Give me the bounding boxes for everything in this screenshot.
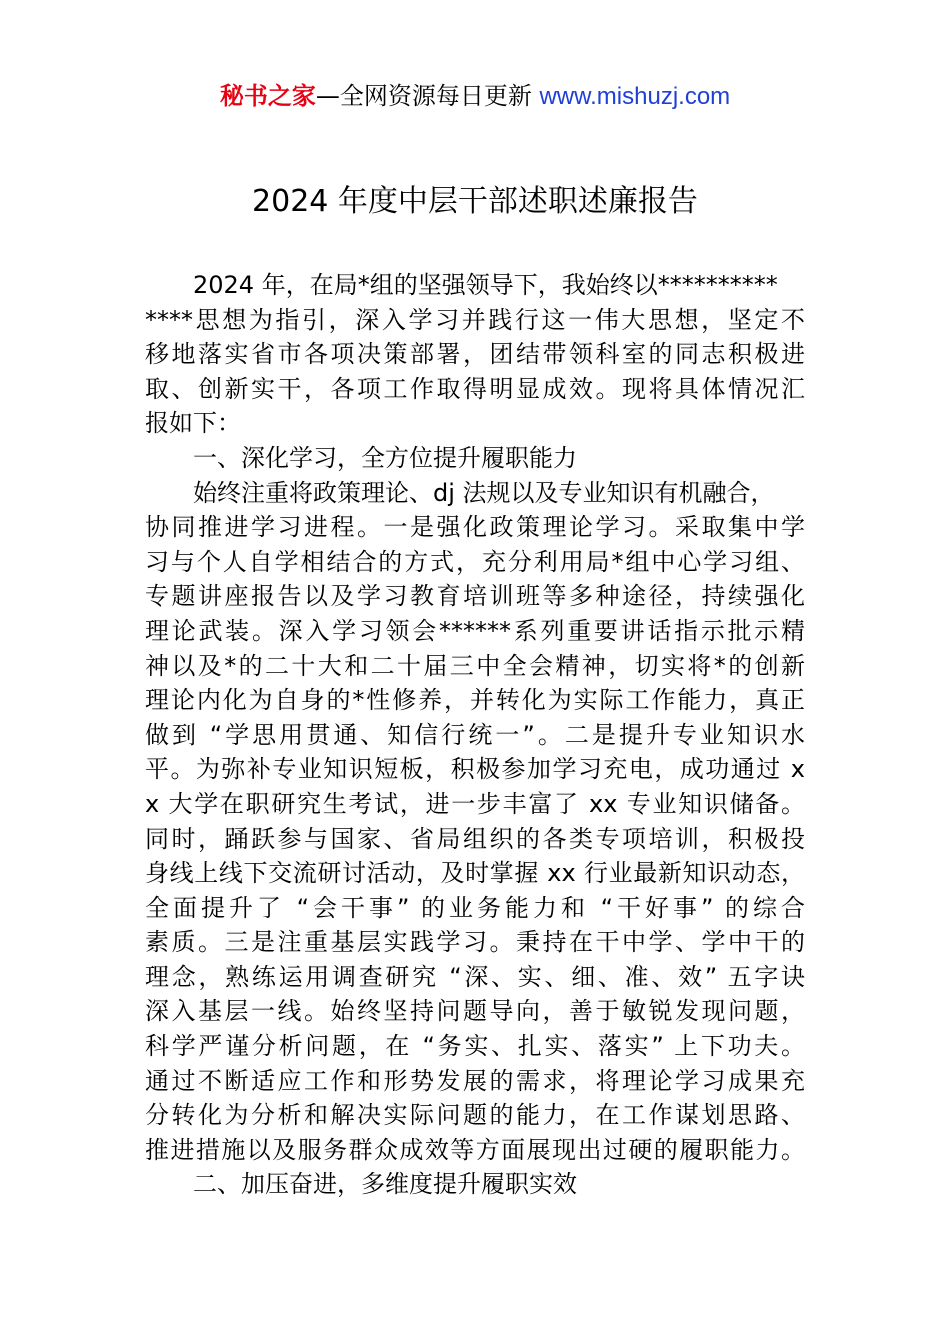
paragraph-line: 同时，踊跃参与国家、省局组织的各类专项培训，积极投 bbox=[145, 824, 805, 853]
paragraph-line: 取、创新实干，各项工作取得明显成效。现将具体情况汇 bbox=[145, 374, 805, 403]
paragraph-line: 协同推进学习进程。一是强化政策理论学习。采取集中学 bbox=[145, 513, 805, 542]
paragraph-line: 做到 “学思用贯通、知信行统一”。二是提升专业知识水 bbox=[145, 720, 805, 749]
paragraph-line: 推进措施以及服务群众成效等方面展现出过硬的履职能力。 bbox=[145, 1135, 805, 1164]
header-tagline: —全网资源每日更新 bbox=[315, 82, 532, 110]
paragraph-line: 深入基层一线。始终坚持问题导向，善于敏锐发现问题， bbox=[145, 997, 805, 1026]
paragraph-line: 素质。三是注重基层实践学习。秉持在干中学、学中干的 bbox=[145, 928, 805, 957]
paragraph-line: 习与个人自学相结合的方式，充分利用局*组中心学习组、 bbox=[145, 547, 805, 576]
paragraph-line: 理论武装。深入学习领会******系列重要讲话指示批示精 bbox=[145, 616, 805, 645]
paragraph-line: 报如下： bbox=[145, 409, 241, 438]
paragraph-line: 2024 年，在局*组的坚强领导下，我始终以********** bbox=[193, 271, 778, 299]
paragraph-line: 始终注重将政策理论、dj 法规以及专业知识有机融合， bbox=[193, 478, 775, 507]
paragraph-line: 平。为弥补专业知识短板，积极参加学习充电，成功通过 x bbox=[145, 755, 805, 784]
paragraph-line: ****思想为指引，深入学习并践行这一伟大思想，坚定不 bbox=[145, 305, 805, 334]
site-url-link[interactable]: www.mishuzj.com bbox=[539, 83, 731, 110]
paragraph-line: 理论内化为自身的*性修养，并转化为实际工作能力，真正 bbox=[145, 686, 805, 715]
paragraph-line: 理念，熟练运用调查研究 “深、实、细、准、效” 五字诀 bbox=[145, 962, 805, 991]
paragraph-line: 全面提升了 “会干事” 的业务能力和 “干好事” 的综合 bbox=[145, 893, 805, 922]
paragraph-line: x 大学在职研究生考试，进一步丰富了 xx 专业知识储备。 bbox=[145, 789, 805, 818]
paragraph-line: 身线上线下交流研讨活动，及时掌握 xx 行业最新知识动态， bbox=[145, 859, 805, 888]
document-body bbox=[145, 268, 805, 1202]
brand-name: 秘书之家 bbox=[219, 82, 316, 110]
paragraph-line: 移地落实省市各项决策部署，团结带领科室的同志积极进 bbox=[145, 340, 805, 369]
section-heading: 二、加压奋进，多维度提升履职实效 bbox=[193, 1170, 577, 1199]
paragraph-line: 专题讲座报告以及学习教育培训班等多种途径，持续强化 bbox=[145, 582, 805, 611]
paragraph-line: 通过不断适应工作和形势发展的需求，将理论学习成果充 bbox=[145, 1066, 805, 1095]
document-title: 2024 年度中层干部述职述廉报告 bbox=[252, 184, 698, 219]
section-heading: 一、深化学习，全方位提升履职能力 bbox=[193, 443, 577, 472]
paragraph-line: 科学严谨分析问题，在 “务实、扎实、落实” 上下功夫。 bbox=[145, 1032, 805, 1061]
paragraph-line: 分转化为分析和解决实际问题的能力，在工作谋划思路、 bbox=[145, 1101, 805, 1130]
site-header bbox=[0, 80, 950, 113]
paragraph-line: 神以及*的二十大和二十届三中全会精神，切实将*的创新 bbox=[145, 651, 805, 680]
